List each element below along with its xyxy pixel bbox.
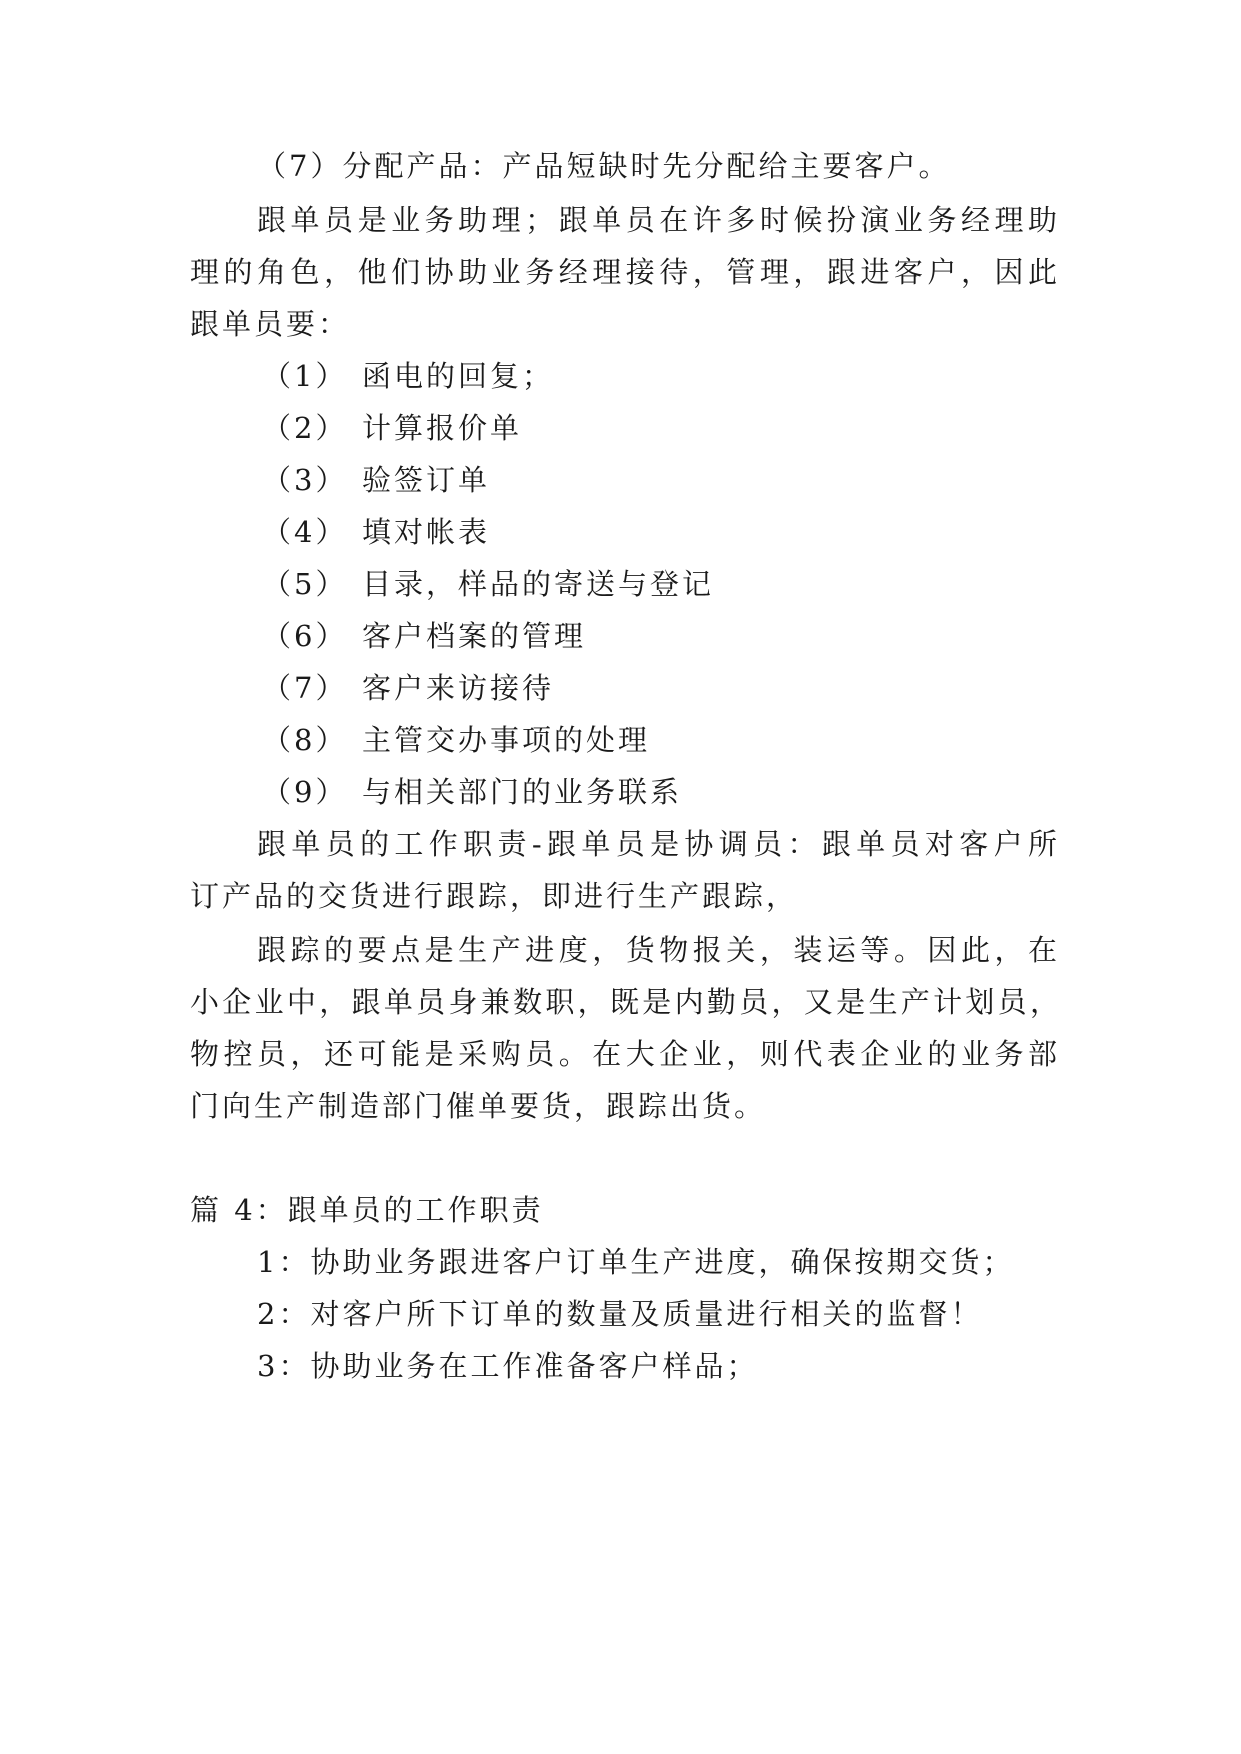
list-item (262, 410, 1132, 446)
list-item: 2：对客户所下订单的数量及质量进行相关的监督！ (257, 1297, 983, 1331)
paragraph-line: 跟单员是业务助理；跟单员在许多时候扮演业务经理助 (257, 203, 1060, 237)
list-text: 目录，样品的寄送与登记 (362, 567, 715, 601)
section-heading: 篇 4：跟单员的工作职责 (190, 1193, 544, 1227)
list-text: 与相关部门的业务联系 (362, 775, 683, 809)
list-item: 3：协助业务在工作准备客户样品； (257, 1349, 759, 1383)
list-number: （2） (262, 411, 348, 445)
paragraph-line: 小企业中，跟单员身兼数职，既是内勤员，又是生产计划员， (190, 985, 1060, 1019)
paragraph-line: 跟踪的要点是生产进度，货物报关，装运等。因此，在 (257, 933, 1060, 967)
list-text: 客户来访接待 (362, 671, 555, 705)
list-item (262, 566, 1132, 602)
paragraph-line: 跟单员要： (190, 307, 351, 341)
list-number: （9） (262, 775, 348, 809)
list-number: （3） (262, 463, 348, 497)
list-number: （7） (262, 671, 348, 705)
list-item (262, 462, 1132, 498)
list-text: 计算报价单 (362, 411, 523, 445)
list-number: （6） (262, 619, 348, 653)
list-item (262, 618, 1132, 654)
list-item (262, 670, 1132, 706)
list-item (262, 514, 1132, 550)
list-number: （5） (262, 567, 348, 601)
list-item (262, 722, 1132, 758)
list-number: （4） (262, 515, 348, 549)
list-item (262, 358, 1132, 394)
list-text: 填对帐表 (362, 515, 491, 549)
list-number: （1） (262, 359, 348, 393)
paragraph-line: 门向生产制造部门催单要货，跟踪出货。 (190, 1089, 767, 1123)
paragraph-line: 订产品的交货进行跟踪，即进行生产跟踪， (190, 879, 799, 913)
list-text: 验签订单 (362, 463, 491, 497)
paragraph-line: 物控员，还可能是采购员。在大企业，则代表企业的业务部 (190, 1037, 1060, 1071)
list-text: 主管交办事项的处理 (362, 723, 651, 757)
paragraph-line: 理的角色，他们协助业务经理接待，管理，跟进客户，因此 (190, 255, 1060, 289)
paragraph-line: 跟单员的工作职责-跟单员是协调员：跟单员对客户所 (257, 827, 1060, 861)
list-text: 函电的回复； (362, 359, 555, 393)
list-item (262, 774, 1132, 810)
list-item: 1：协助业务跟进客户订单生产进度，确保按期交货； (257, 1245, 1015, 1279)
list-number: （8） (262, 723, 348, 757)
paragraph-line: （7）分配产品：产品短缺时先分配给主要客户。 (257, 149, 951, 183)
list-text: 客户档案的管理 (362, 619, 587, 653)
